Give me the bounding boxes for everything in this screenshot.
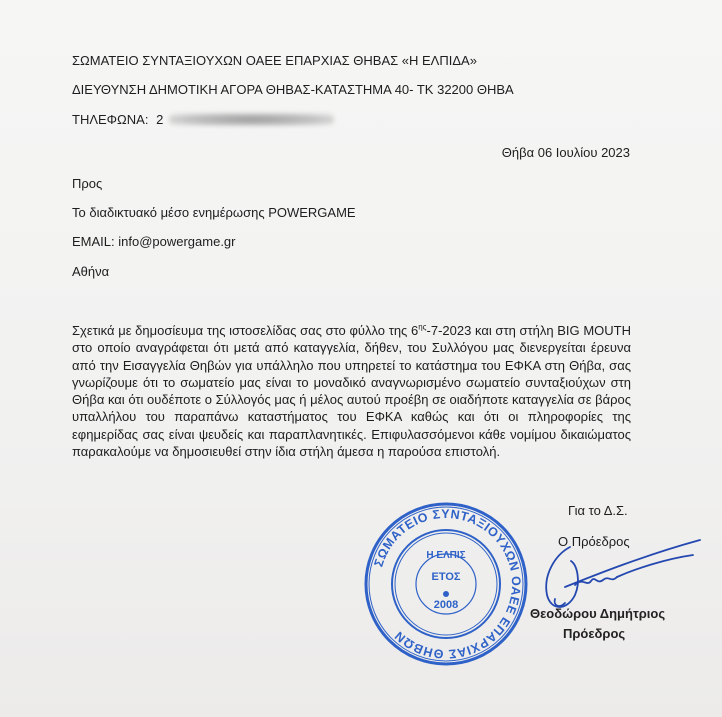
stamp-ring-text: ΣΩΜΑΤΕΙΟ ΣΥΝΤΑΞΙΟΥΧΩΝ ΟΑΕΕ ΕΠΑΡΧΙΑΣ ΘΗΒΩΝ xyxy=(371,506,524,662)
recipient-to: Προς xyxy=(72,176,103,191)
signatory-title: Πρόεδρος xyxy=(563,626,626,641)
body-part-2: -7-2023 και στη στήλη BIG MOUTH στο οποίο αναγράφεται ότι μετά από καταγγελία, δήθεν, του Συλλόγου μας διενεργείται έρευνα από την Εισαγγελία Θηβών για υπάλληλο που υπηρετεί το κατάστημα του ΕΦΚΑ στη Θήβα, σας γνωρίζουμε ότι το σωματείο μας είναι το μοναδικό αναγνωρισμένο σωματείο συνταξιούχων στη Θήβα και ότι ουδέποτε ο Σύλλογός μας ή μέλος αυτού προέβη σε οιαδήποτε καταγγελία σε βάρος υπαλλήλου του παραπάνω καταστήματος του ΕΦΚΑ καθώς και ότι οι πληροφορίες της εφημερίδας σας είναι ψευδείς και παραπλανητικές. Επιφυλασσόμενοι κάθε νομίμου δικαιώματος παρακαλούμε να δημοσιευθεί στην ίδια στήλη άμεσα η παρούσα επιστολή. xyxy=(72,323,631,460)
phone-line xyxy=(72,112,334,128)
president-label: Ο Πρόεδρος xyxy=(558,534,630,549)
letter-date: Θήβα 06 Ιουλίου 2023 xyxy=(501,145,630,160)
recipient-city: Αθήνα xyxy=(72,264,110,279)
signatory-name: Θεοδώρου Δημήτριος xyxy=(530,606,666,621)
letter-body xyxy=(72,322,631,460)
association-name: ΣΩΜΑΤΕΙΟ ΣΥΝΤΑΞΙΟΥΧΩΝ ΟΑΕΕ ΕΠΑΡΧΙΑΣ ΘΗΒΑΣ «Η ΕΛΠΙΔΑ» xyxy=(72,53,477,68)
association-address: ΔΙΕΥΘΥΝΣΗ ΔΗΜΟΤΙΚΗ ΑΓΟΡΑ ΘΗΒΑΣ-ΚΑΤΑΣΤΗΜΑ 40- ΤΚ 32200 ΘΗΒΑ xyxy=(72,82,514,97)
phone-partial: 2 xyxy=(156,112,164,127)
stamp-center-year: 2008 xyxy=(433,599,459,611)
recipient-name: Το διαδικτυακό μέσο ενημέρωσης POWERGAME xyxy=(72,205,356,220)
body-superscript: ης xyxy=(418,322,427,332)
association-stamp xyxy=(362,500,530,668)
body-part-1: Σχετικά με δημοσίευμα της ιστοσελίδας σας στο φύλλο της 6 xyxy=(72,323,419,338)
phone-redaction xyxy=(169,113,334,126)
phone-label: ΤΗΛΕΦΩΝΑ: xyxy=(72,112,149,127)
stamp-center-top: Η ΕΛΠΙΣ xyxy=(426,550,466,561)
recipient-email: EMAIL: info@powergame.gr xyxy=(72,234,236,249)
for-board-label: Για το Δ.Σ. xyxy=(568,503,628,518)
stamp-center-mid: ΕΤΟΣ xyxy=(431,571,461,583)
